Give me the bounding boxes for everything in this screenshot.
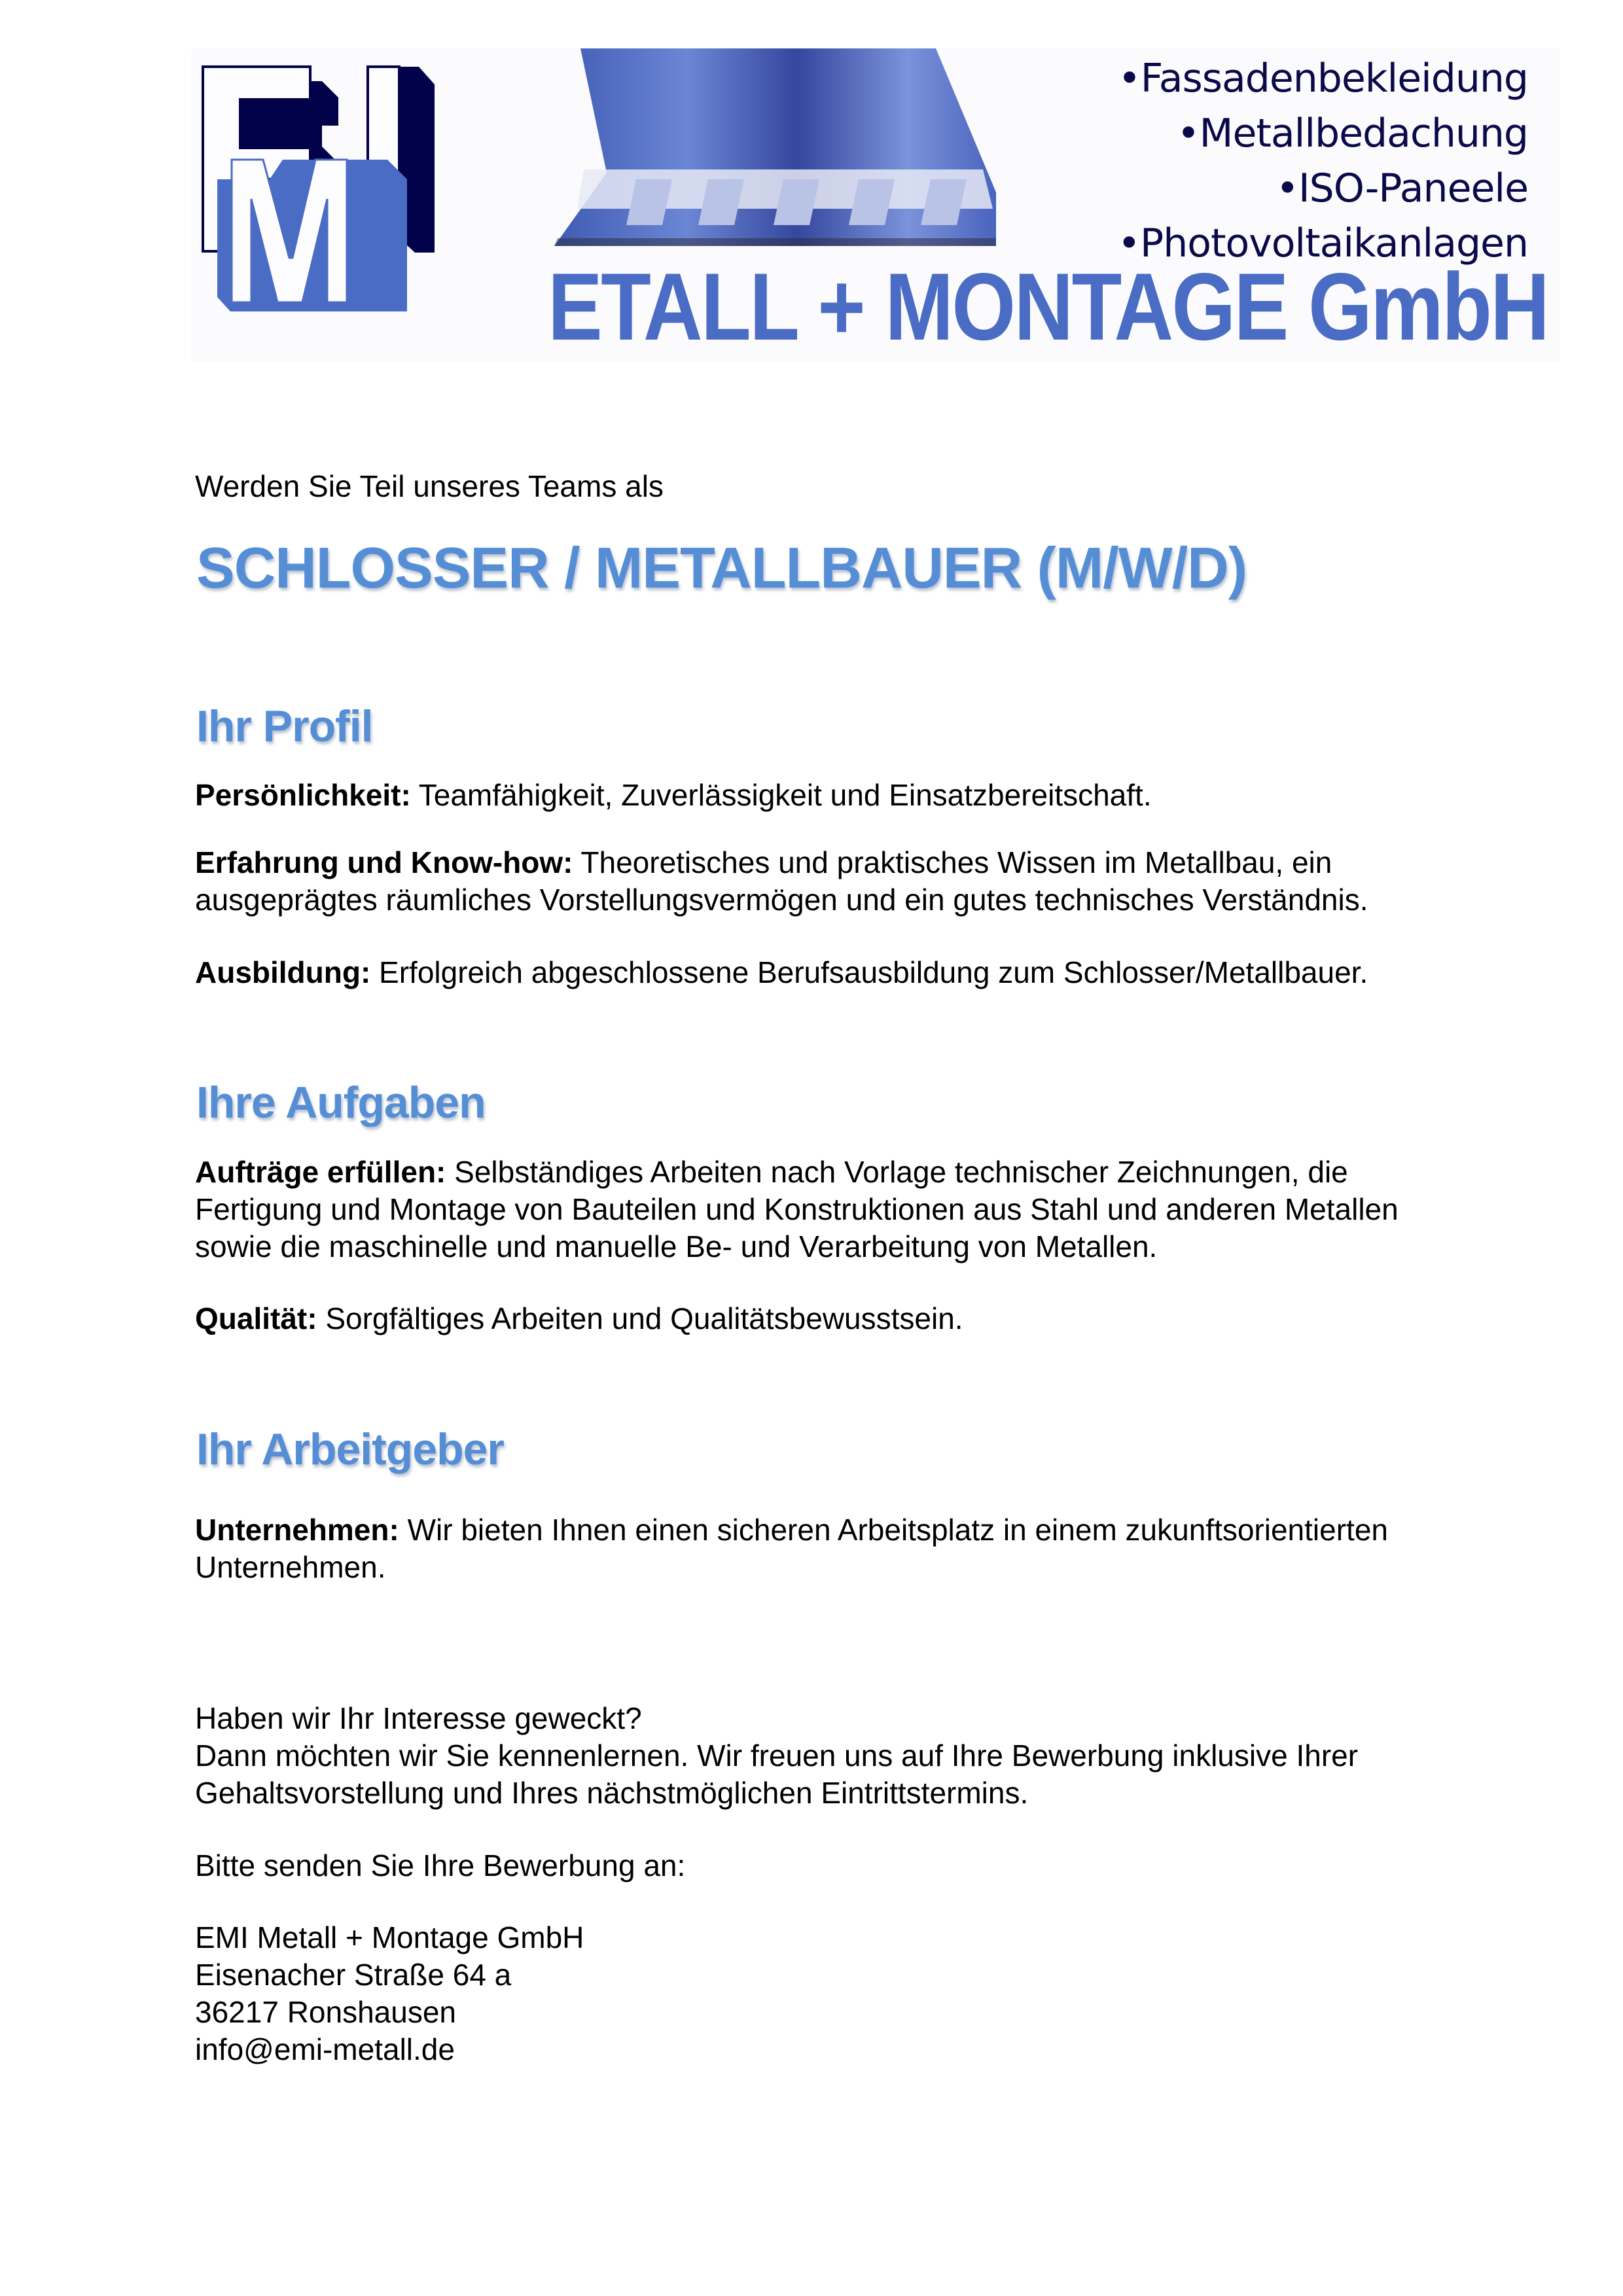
logo-service-item: •Photovoltaikanlagen — [1117, 221, 1528, 266]
section-heading-profil: Ihr Profil — [196, 701, 373, 751]
profil-item-persoenlichkeit — [195, 777, 1152, 814]
section-heading-aufgaben: Ihre Aufgaben — [196, 1078, 486, 1127]
aufgaben-item-auftraege-cont: Fertigung und Montage von Bauteilen und Konstruktionen aus Stahl und anderen Metallen — [195, 1192, 1399, 1226]
logo-service-item: •Fassadenbekleidung — [1118, 56, 1528, 101]
aufgaben-item-auftraege-cont: sowie die maschinelle und manuelle Be- und Verarbeitung von Metallen. — [195, 1229, 1158, 1263]
logo-service-item: •Metallbedachung — [1177, 111, 1528, 156]
closing-text: Gehaltsvorstellung und Ihres nächstmöglichen Eintrittstermins. — [195, 1776, 1029, 1810]
item-text: Selbständiges Arbeiten nach Vorlage technischer Zeichnungen, die — [446, 1155, 1348, 1189]
logo-company-name: ETALL + MONTAGE GmbH — [548, 253, 1548, 360]
item-text: Wir bieten Ihnen einen sicheren Arbeitsplatz in einem zukunftsorientierten — [399, 1513, 1388, 1547]
item-label: Qualität: — [195, 1301, 317, 1335]
logo-letter-m — [217, 160, 407, 311]
aufgaben-item-qualitaet — [195, 1300, 963, 1337]
item-text: Sorgfältiges Arbeiten und Qualitätsbewusstsein. — [317, 1301, 963, 1335]
arbeitgeber-item-unternehmen-cont: Unternehmen. — [195, 1550, 386, 1584]
job-title: SCHLOSSER / METALLBAUER (M/W/D) — [196, 535, 1247, 600]
company-logo — [191, 48, 1560, 361]
profil-item-ausbildung — [195, 954, 1368, 991]
intro-text: Werden Sie Teil unseres Teams als — [195, 469, 664, 503]
profil-item-erfahrung — [195, 844, 1332, 881]
closing-question: Haben wir Ihr Interesse geweckt? — [195, 1701, 642, 1735]
aufgaben-item-auftraege — [195, 1154, 1348, 1191]
item-text: Teamfähigkeit, Zuverlässigkeit und Einsatzbereitschaft. — [410, 778, 1152, 812]
item-label: Ausbildung: — [195, 955, 371, 989]
item-label: Aufträge erfüllen: — [195, 1155, 446, 1189]
item-label: Unternehmen: — [195, 1513, 399, 1547]
item-text: Theoretisches und praktisches Wissen im Metallbau, ein — [573, 845, 1332, 879]
logo-services-list — [1118, 51, 1528, 271]
roof-panel-image — [554, 48, 996, 246]
address-city: 36217 Ronshausen — [195, 1995, 456, 2029]
section-heading-arbeitgeber: Ihr Arbeitgeber — [196, 1424, 504, 1474]
address-email-link[interactable]: info@emi-metall.de — [195, 2032, 455, 2066]
address-company: EMI Metall + Montage GmbH — [195, 1920, 584, 1954]
item-label: Erfahrung und Know-how: — [195, 845, 573, 879]
send-to-label: Bitte senden Sie Ihre Bewerbung an: — [195, 1848, 686, 1882]
logo-service-item: •ISO-Paneele — [1275, 166, 1528, 211]
arbeitgeber-item-unternehmen — [195, 1511, 1388, 1549]
address-street: Eisenacher Straße 64 a — [195, 1958, 512, 1992]
closing-text: Dann möchten wir Sie kennenlernen. Wir freuen uns auf Ihre Bewerbung inklusive Ihrer — [195, 1739, 1359, 1773]
item-label: Persönlichkeit: — [195, 778, 411, 812]
profil-item-erfahrung-cont: ausgeprägtes räumliches Vorstellungsvermögen und ein gutes technisches Verständnis. — [195, 883, 1368, 917]
item-text: Erfolgreich abgeschlossene Berufsausbildung zum Schlosser/Metallbauer. — [370, 955, 1368, 989]
